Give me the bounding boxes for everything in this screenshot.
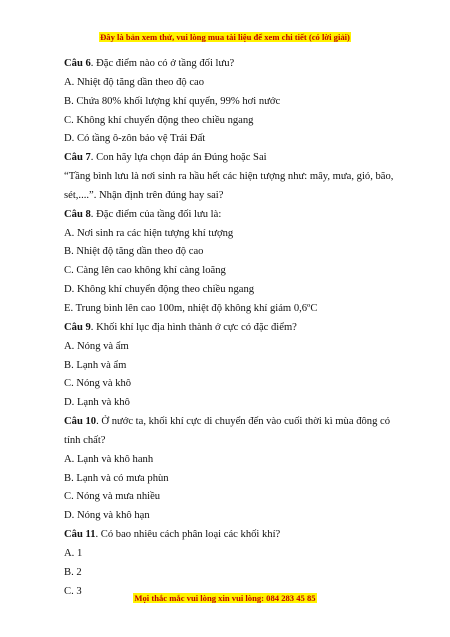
question-number: Câu 10 xyxy=(64,416,97,428)
question-number: Câu 9 xyxy=(64,321,91,333)
answer-option: B. Lạnh và có mưa phùn xyxy=(64,472,169,484)
question-text: . Khối khí lục địa hình thành ở cực có đặc điểm? xyxy=(90,321,297,333)
answer-option: C. 3 xyxy=(64,585,82,597)
answer-option: A. 1 xyxy=(64,547,83,559)
preview-banner xyxy=(0,27,450,45)
question-9 xyxy=(64,319,404,338)
answer-option: C. Nóng và khô xyxy=(64,378,132,390)
question-text: . Con hãy lựa chọn đáp án Đúng hoặc Sai xyxy=(90,152,267,164)
answer-option: A. Nơi sinh ra các hiện tượng khí tượng xyxy=(64,227,234,239)
answer-option: D. Nóng và khô hạn xyxy=(64,510,150,522)
question-number: Câu 8 xyxy=(64,208,91,220)
question-text: . Có bao nhiêu cách phân loại các khối khí? xyxy=(95,529,281,541)
answer-option: C. Không khí chuyển động theo chiều ngang xyxy=(64,114,254,126)
question-text: . Đặc điểm của tầng đối lưu là: xyxy=(90,208,222,220)
contact-banner xyxy=(0,588,450,606)
answer-option: B. Chứa 80% khối lượng khí quyển, 99% hơi nước xyxy=(64,95,281,107)
statement-line: “Tầng bình lưu là nơi sinh ra hầu hết các hiện tượng như: mây, mưa, gió, bão, xyxy=(64,171,394,183)
answer-option: B. Lạnh và ẩm xyxy=(64,359,127,371)
answer-option: C. Càng lên cao không khí càng loãng xyxy=(64,265,226,277)
question-number: Câu 11 xyxy=(64,529,96,541)
question-8 xyxy=(64,206,404,225)
question-text-continued: tính chất? xyxy=(64,434,106,446)
answer-option: A. Lạnh và khô hanh xyxy=(64,453,154,465)
contact-banner-text: Mọi thắc mắc vui lòng xin vui lòng: 084 283 45 85 xyxy=(134,593,316,603)
answer-option: D. Không khí chuyển động theo chiều ngang xyxy=(64,284,255,296)
question-list xyxy=(64,55,404,601)
question-6 xyxy=(64,55,404,74)
question-7 xyxy=(64,149,404,168)
question-text: . Ở nước ta, khối khí cực di chuyển đến vào cuối thời kì mùa đông có xyxy=(96,416,391,428)
answer-option: A. Nóng và ẩm xyxy=(64,340,129,352)
answer-option: B. 2 xyxy=(64,566,82,578)
answer-option: B. Nhiệt độ tăng dần theo độ cao xyxy=(64,246,204,258)
question-text: . Đặc điểm nào có ở tầng đối lưu? xyxy=(90,58,235,69)
question-number: Câu 7 xyxy=(64,152,91,164)
question-10 xyxy=(64,413,404,432)
answer-option: A. Nhiệt độ tăng dần theo độ cao xyxy=(64,76,205,88)
answer-option: D. Lạnh và khô xyxy=(64,397,130,409)
answer-option: D. Có tầng ô-zôn bảo vệ Trái Đất xyxy=(64,133,206,145)
answer-option: C. Nóng và mưa nhiều xyxy=(64,491,161,503)
question-number: Câu 6 xyxy=(64,58,91,69)
question-11 xyxy=(64,526,404,545)
preview-banner-text: Đây là bản xem thử, vui lòng mua tài liệu để xem chi tiết (có lời giải) xyxy=(100,32,350,42)
answer-option: E. Trung bình lên cao 100m, nhiệt độ không khí giảm 0,6ºC xyxy=(64,302,318,314)
statement-line: sét,....”. Nhận định trên đúng hay sai? xyxy=(64,189,224,201)
